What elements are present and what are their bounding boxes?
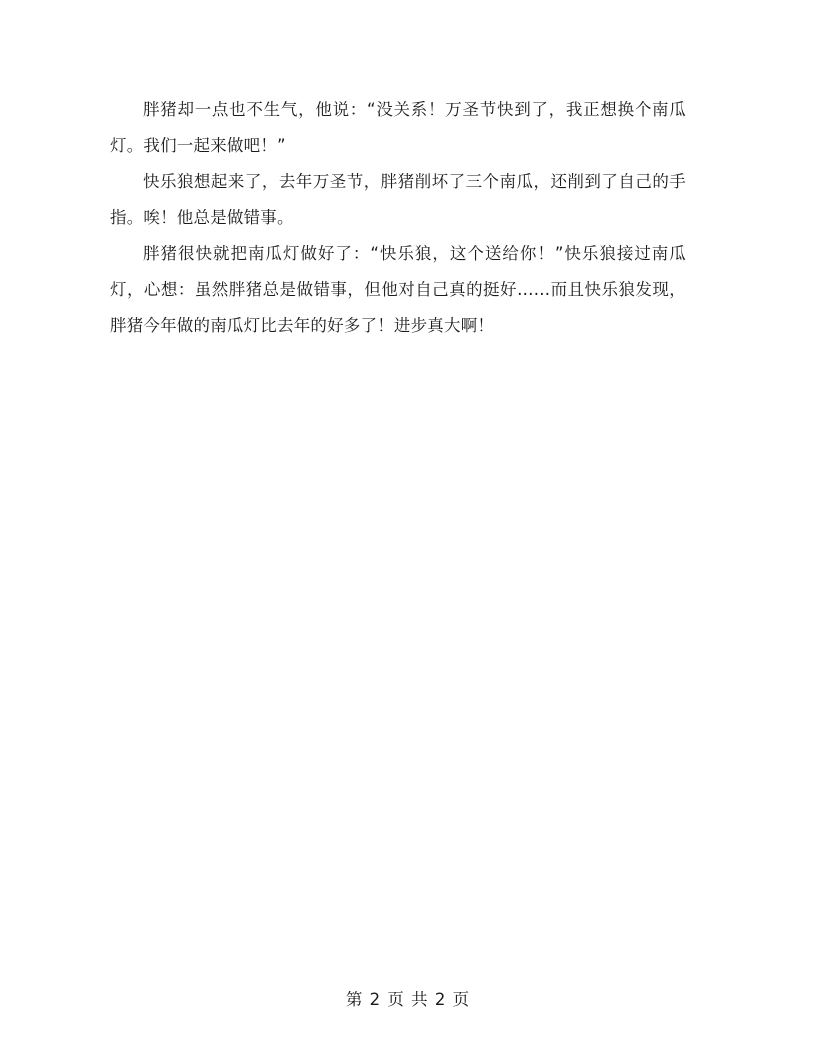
paragraph-3: 胖猪很快就把南瓜灯做好了：“快乐狼，这个送给你！”快乐狼接过南瓜灯，心想：虽然胖猪总是做错事，但他对自己真的挺好……而且快乐狼发现，胖猪今年做的南瓜灯比去年的好多了！进步真大啊！	[110, 244, 686, 335]
paragraph-1: 胖猪却一点也不生气，他说：“没关系！万圣节快到了，我正想换个南瓜灯。我们一起来做吧！”	[110, 100, 686, 155]
page-footer	[0, 986, 816, 1010]
document-body	[110, 92, 686, 344]
page-number-label: 第 2 页 共 2 页	[345, 990, 471, 1009]
paragraph-2: 快乐狼想起来了，去年万圣节，胖猪削坏了三个南瓜，还削到了自己的手指。唉！他总是做错事。	[110, 172, 686, 227]
